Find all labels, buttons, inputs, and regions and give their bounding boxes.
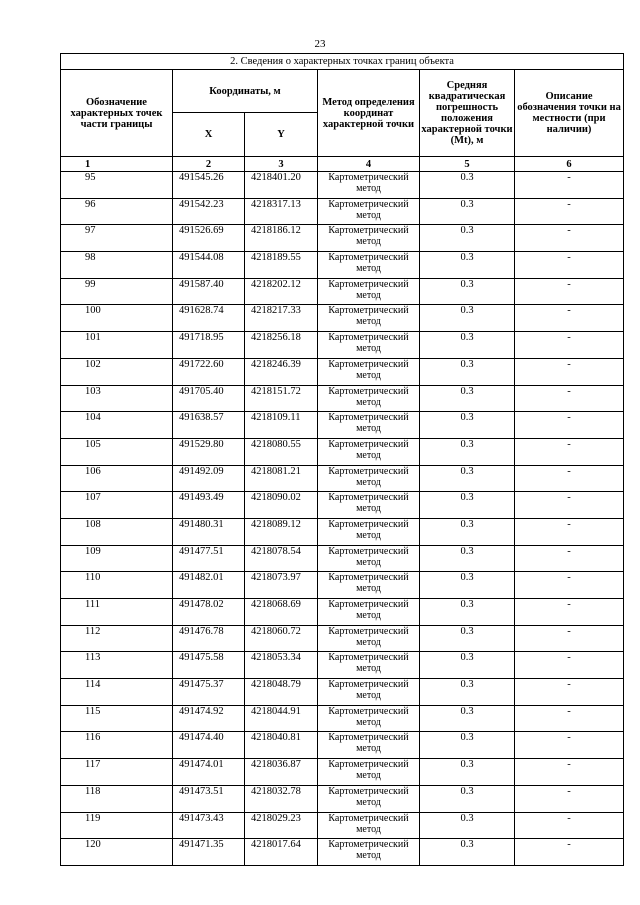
error-cell: 0.3 <box>420 278 515 305</box>
description-cell: - <box>515 545 624 572</box>
error-cell: 0.3 <box>420 572 515 599</box>
x-coordinate-cell: 491718.95 <box>173 332 245 359</box>
table-row <box>61 785 624 812</box>
error-cell: 0.3 <box>420 305 515 332</box>
column-number: 2 <box>173 157 245 172</box>
x-coordinate-cell: 491474.40 <box>173 732 245 759</box>
description-cell: - <box>515 599 624 626</box>
y-coordinate-cell: 4218032.78 <box>245 785 318 812</box>
method-cell: Картометрический метод <box>318 385 420 412</box>
table-row <box>61 305 624 332</box>
y-coordinate-cell: 4218202.12 <box>245 278 318 305</box>
y-coordinate-cell: 4218151.72 <box>245 385 318 412</box>
method-cell: Картометрический метод <box>318 518 420 545</box>
error-cell: 0.3 <box>420 839 515 866</box>
description-cell: - <box>515 252 624 279</box>
x-coordinate-cell: 491628.74 <box>173 305 245 332</box>
x-coordinate-cell: 491482.01 <box>173 572 245 599</box>
error-cell: 0.3 <box>420 705 515 732</box>
method-cell: Картометрический метод <box>318 572 420 599</box>
description-cell: - <box>515 705 624 732</box>
y-coordinate-cell: 4218080.55 <box>245 438 318 465</box>
header-x: X <box>173 113 245 157</box>
point-cell: 114 <box>61 679 173 706</box>
method-cell: Картометрический метод <box>318 172 420 199</box>
y-coordinate-cell: 4218068.69 <box>245 599 318 626</box>
point-cell: 119 <box>61 812 173 839</box>
y-coordinate-cell: 4218078.54 <box>245 545 318 572</box>
header-coordinates: Координаты, м <box>173 70 318 113</box>
table-title-row <box>61 54 624 70</box>
y-coordinate-cell: 4218189.55 <box>245 252 318 279</box>
point-cell: 120 <box>61 839 173 866</box>
table-row <box>61 759 624 786</box>
y-coordinate-cell: 4218090.02 <box>245 492 318 519</box>
point-cell: 118 <box>61 785 173 812</box>
table-row <box>61 705 624 732</box>
column-number: 4 <box>318 157 420 172</box>
method-cell: Картометрический метод <box>318 812 420 839</box>
error-cell: 0.3 <box>420 198 515 225</box>
y-coordinate-cell: 4218109.11 <box>245 412 318 439</box>
point-cell: 116 <box>61 732 173 759</box>
table-row <box>61 599 624 626</box>
y-coordinate-cell: 4218048.79 <box>245 679 318 706</box>
table-row <box>61 492 624 519</box>
point-cell: 99 <box>61 278 173 305</box>
method-cell: Картометрический метод <box>318 412 420 439</box>
description-cell: - <box>515 358 624 385</box>
method-cell: Картометрический метод <box>318 252 420 279</box>
description-cell: - <box>515 625 624 652</box>
error-cell: 0.3 <box>420 625 515 652</box>
method-cell: Картометрический метод <box>318 759 420 786</box>
point-cell: 107 <box>61 492 173 519</box>
header-error: Средняя квадратическая погрешность положения характерной точки (Mt), м <box>420 70 515 157</box>
error-cell: 0.3 <box>420 545 515 572</box>
boundary-points-table <box>60 53 624 866</box>
point-cell: 95 <box>61 172 173 199</box>
point-cell: 109 <box>61 545 173 572</box>
description-cell: - <box>515 465 624 492</box>
x-coordinate-cell: 491529.80 <box>173 438 245 465</box>
table-row <box>61 278 624 305</box>
description-cell: - <box>515 225 624 252</box>
description-cell: - <box>515 492 624 519</box>
header-designation: Обозначение характерных точек части границы <box>61 70 173 157</box>
description-cell: - <box>515 652 624 679</box>
table-body <box>61 172 624 866</box>
method-cell: Картометрический метод <box>318 305 420 332</box>
table-row <box>61 545 624 572</box>
x-coordinate-cell: 491476.78 <box>173 625 245 652</box>
table-row <box>61 652 624 679</box>
description-cell: - <box>515 198 624 225</box>
table-row <box>61 625 624 652</box>
page-number: 23 <box>314 38 326 50</box>
error-cell: 0.3 <box>420 252 515 279</box>
method-cell: Картометрический метод <box>318 652 420 679</box>
error-cell: 0.3 <box>420 358 515 385</box>
point-cell: 115 <box>61 705 173 732</box>
description-cell: - <box>515 412 624 439</box>
table-row <box>61 198 624 225</box>
description-cell: - <box>515 785 624 812</box>
y-coordinate-cell: 4218029.23 <box>245 812 318 839</box>
point-cell: 100 <box>61 305 173 332</box>
point-cell: 103 <box>61 385 173 412</box>
x-coordinate-cell: 491475.37 <box>173 679 245 706</box>
method-cell: Картометрический метод <box>318 839 420 866</box>
method-cell: Картометрический метод <box>318 225 420 252</box>
method-cell: Картометрический метод <box>318 545 420 572</box>
column-number: 3 <box>245 157 318 172</box>
x-coordinate-cell: 491480.31 <box>173 518 245 545</box>
description-cell: - <box>515 679 624 706</box>
x-coordinate-cell: 491587.40 <box>173 278 245 305</box>
point-cell: 104 <box>61 412 173 439</box>
x-coordinate-cell: 491474.01 <box>173 759 245 786</box>
method-cell: Картометрический метод <box>318 625 420 652</box>
description-cell: - <box>515 572 624 599</box>
point-cell: 96 <box>61 198 173 225</box>
table-row <box>61 385 624 412</box>
x-coordinate-cell: 491542.23 <box>173 198 245 225</box>
point-cell: 97 <box>61 225 173 252</box>
method-cell: Картометрический метод <box>318 599 420 626</box>
error-cell: 0.3 <box>420 438 515 465</box>
y-coordinate-cell: 4218044.91 <box>245 705 318 732</box>
header-y: Y <box>245 113 318 157</box>
point-cell: 101 <box>61 332 173 359</box>
header-description: Описание обозначения точки на местности (при наличии) <box>515 70 624 157</box>
y-coordinate-cell: 4218053.34 <box>245 652 318 679</box>
table-row <box>61 732 624 759</box>
x-coordinate-cell: 491493.49 <box>173 492 245 519</box>
y-coordinate-cell: 4218317.13 <box>245 198 318 225</box>
error-cell: 0.3 <box>420 492 515 519</box>
x-coordinate-cell: 491478.02 <box>173 599 245 626</box>
point-cell: 117 <box>61 759 173 786</box>
method-cell: Картометрический метод <box>318 198 420 225</box>
y-coordinate-cell: 4218246.39 <box>245 358 318 385</box>
y-coordinate-cell: 4218217.33 <box>245 305 318 332</box>
error-cell: 0.3 <box>420 465 515 492</box>
error-cell: 0.3 <box>420 225 515 252</box>
method-cell: Картометрический метод <box>318 438 420 465</box>
column-number: 5 <box>420 157 515 172</box>
point-cell: 110 <box>61 572 173 599</box>
description-cell: - <box>515 732 624 759</box>
x-coordinate-cell: 491544.08 <box>173 252 245 279</box>
table-row <box>61 358 624 385</box>
x-coordinate-cell: 491492.09 <box>173 465 245 492</box>
point-cell: 98 <box>61 252 173 279</box>
x-coordinate-cell: 491473.51 <box>173 785 245 812</box>
description-cell: - <box>515 278 624 305</box>
description-cell: - <box>515 812 624 839</box>
method-cell: Картометрический метод <box>318 492 420 519</box>
point-cell: 105 <box>61 438 173 465</box>
point-cell: 113 <box>61 652 173 679</box>
error-cell: 0.3 <box>420 332 515 359</box>
point-cell: 102 <box>61 358 173 385</box>
method-cell: Картометрический метод <box>318 358 420 385</box>
x-coordinate-cell: 491638.57 <box>173 412 245 439</box>
error-cell: 0.3 <box>420 812 515 839</box>
x-coordinate-cell: 491474.92 <box>173 705 245 732</box>
y-coordinate-cell: 4218040.81 <box>245 732 318 759</box>
y-coordinate-cell: 4218089.12 <box>245 518 318 545</box>
column-number: 1 <box>61 157 173 172</box>
table-row <box>61 438 624 465</box>
y-coordinate-cell: 4218401.20 <box>245 172 318 199</box>
error-cell: 0.3 <box>420 518 515 545</box>
y-coordinate-cell: 4218017.64 <box>245 839 318 866</box>
point-cell: 108 <box>61 518 173 545</box>
method-cell: Картометрический метод <box>318 465 420 492</box>
table-row <box>61 252 624 279</box>
method-cell: Картометрический метод <box>318 679 420 706</box>
table-row <box>61 172 624 199</box>
error-cell: 0.3 <box>420 599 515 626</box>
method-cell: Картометрический метод <box>318 785 420 812</box>
x-coordinate-cell: 491475.58 <box>173 652 245 679</box>
table-title: 2. Сведения о характерных точках границ объекта <box>61 54 624 70</box>
y-coordinate-cell: 4218060.72 <box>245 625 318 652</box>
y-coordinate-cell: 4218081.21 <box>245 465 318 492</box>
method-cell: Картометрический метод <box>318 332 420 359</box>
point-cell: 106 <box>61 465 173 492</box>
x-coordinate-cell: 491722.60 <box>173 358 245 385</box>
error-cell: 0.3 <box>420 412 515 439</box>
description-cell: - <box>515 172 624 199</box>
error-cell: 0.3 <box>420 785 515 812</box>
method-cell: Картометрический метод <box>318 705 420 732</box>
table-row <box>61 679 624 706</box>
y-coordinate-cell: 4218073.97 <box>245 572 318 599</box>
table-row <box>61 839 624 866</box>
table-row <box>61 572 624 599</box>
table-row <box>61 412 624 439</box>
table-row <box>61 518 624 545</box>
error-cell: 0.3 <box>420 759 515 786</box>
description-cell: - <box>515 759 624 786</box>
y-coordinate-cell: 4218186.12 <box>245 225 318 252</box>
y-coordinate-cell: 4218256.18 <box>245 332 318 359</box>
error-cell: 0.3 <box>420 732 515 759</box>
x-coordinate-cell: 491705.40 <box>173 385 245 412</box>
x-coordinate-cell: 491473.43 <box>173 812 245 839</box>
description-cell: - <box>515 438 624 465</box>
x-coordinate-cell: 491545.26 <box>173 172 245 199</box>
description-cell: - <box>515 839 624 866</box>
point-cell: 111 <box>61 599 173 626</box>
description-cell: - <box>515 385 624 412</box>
method-cell: Картометрический метод <box>318 278 420 305</box>
point-cell: 112 <box>61 625 173 652</box>
table-row <box>61 812 624 839</box>
x-coordinate-cell: 491471.35 <box>173 839 245 866</box>
header-method: Метод определения координат характерной точки <box>318 70 420 157</box>
table-row <box>61 465 624 492</box>
description-cell: - <box>515 518 624 545</box>
column-number: 6 <box>515 157 624 172</box>
error-cell: 0.3 <box>420 679 515 706</box>
description-cell: - <box>515 305 624 332</box>
x-coordinate-cell: 491477.51 <box>173 545 245 572</box>
x-coordinate-cell: 491526.69 <box>173 225 245 252</box>
error-cell: 0.3 <box>420 385 515 412</box>
error-cell: 0.3 <box>420 172 515 199</box>
error-cell: 0.3 <box>420 652 515 679</box>
method-cell: Картометрический метод <box>318 732 420 759</box>
table-row <box>61 225 624 252</box>
description-cell: - <box>515 332 624 359</box>
header-row <box>61 70 624 113</box>
column-numbers-row <box>61 157 624 172</box>
y-coordinate-cell: 4218036.87 <box>245 759 318 786</box>
table-row <box>61 332 624 359</box>
